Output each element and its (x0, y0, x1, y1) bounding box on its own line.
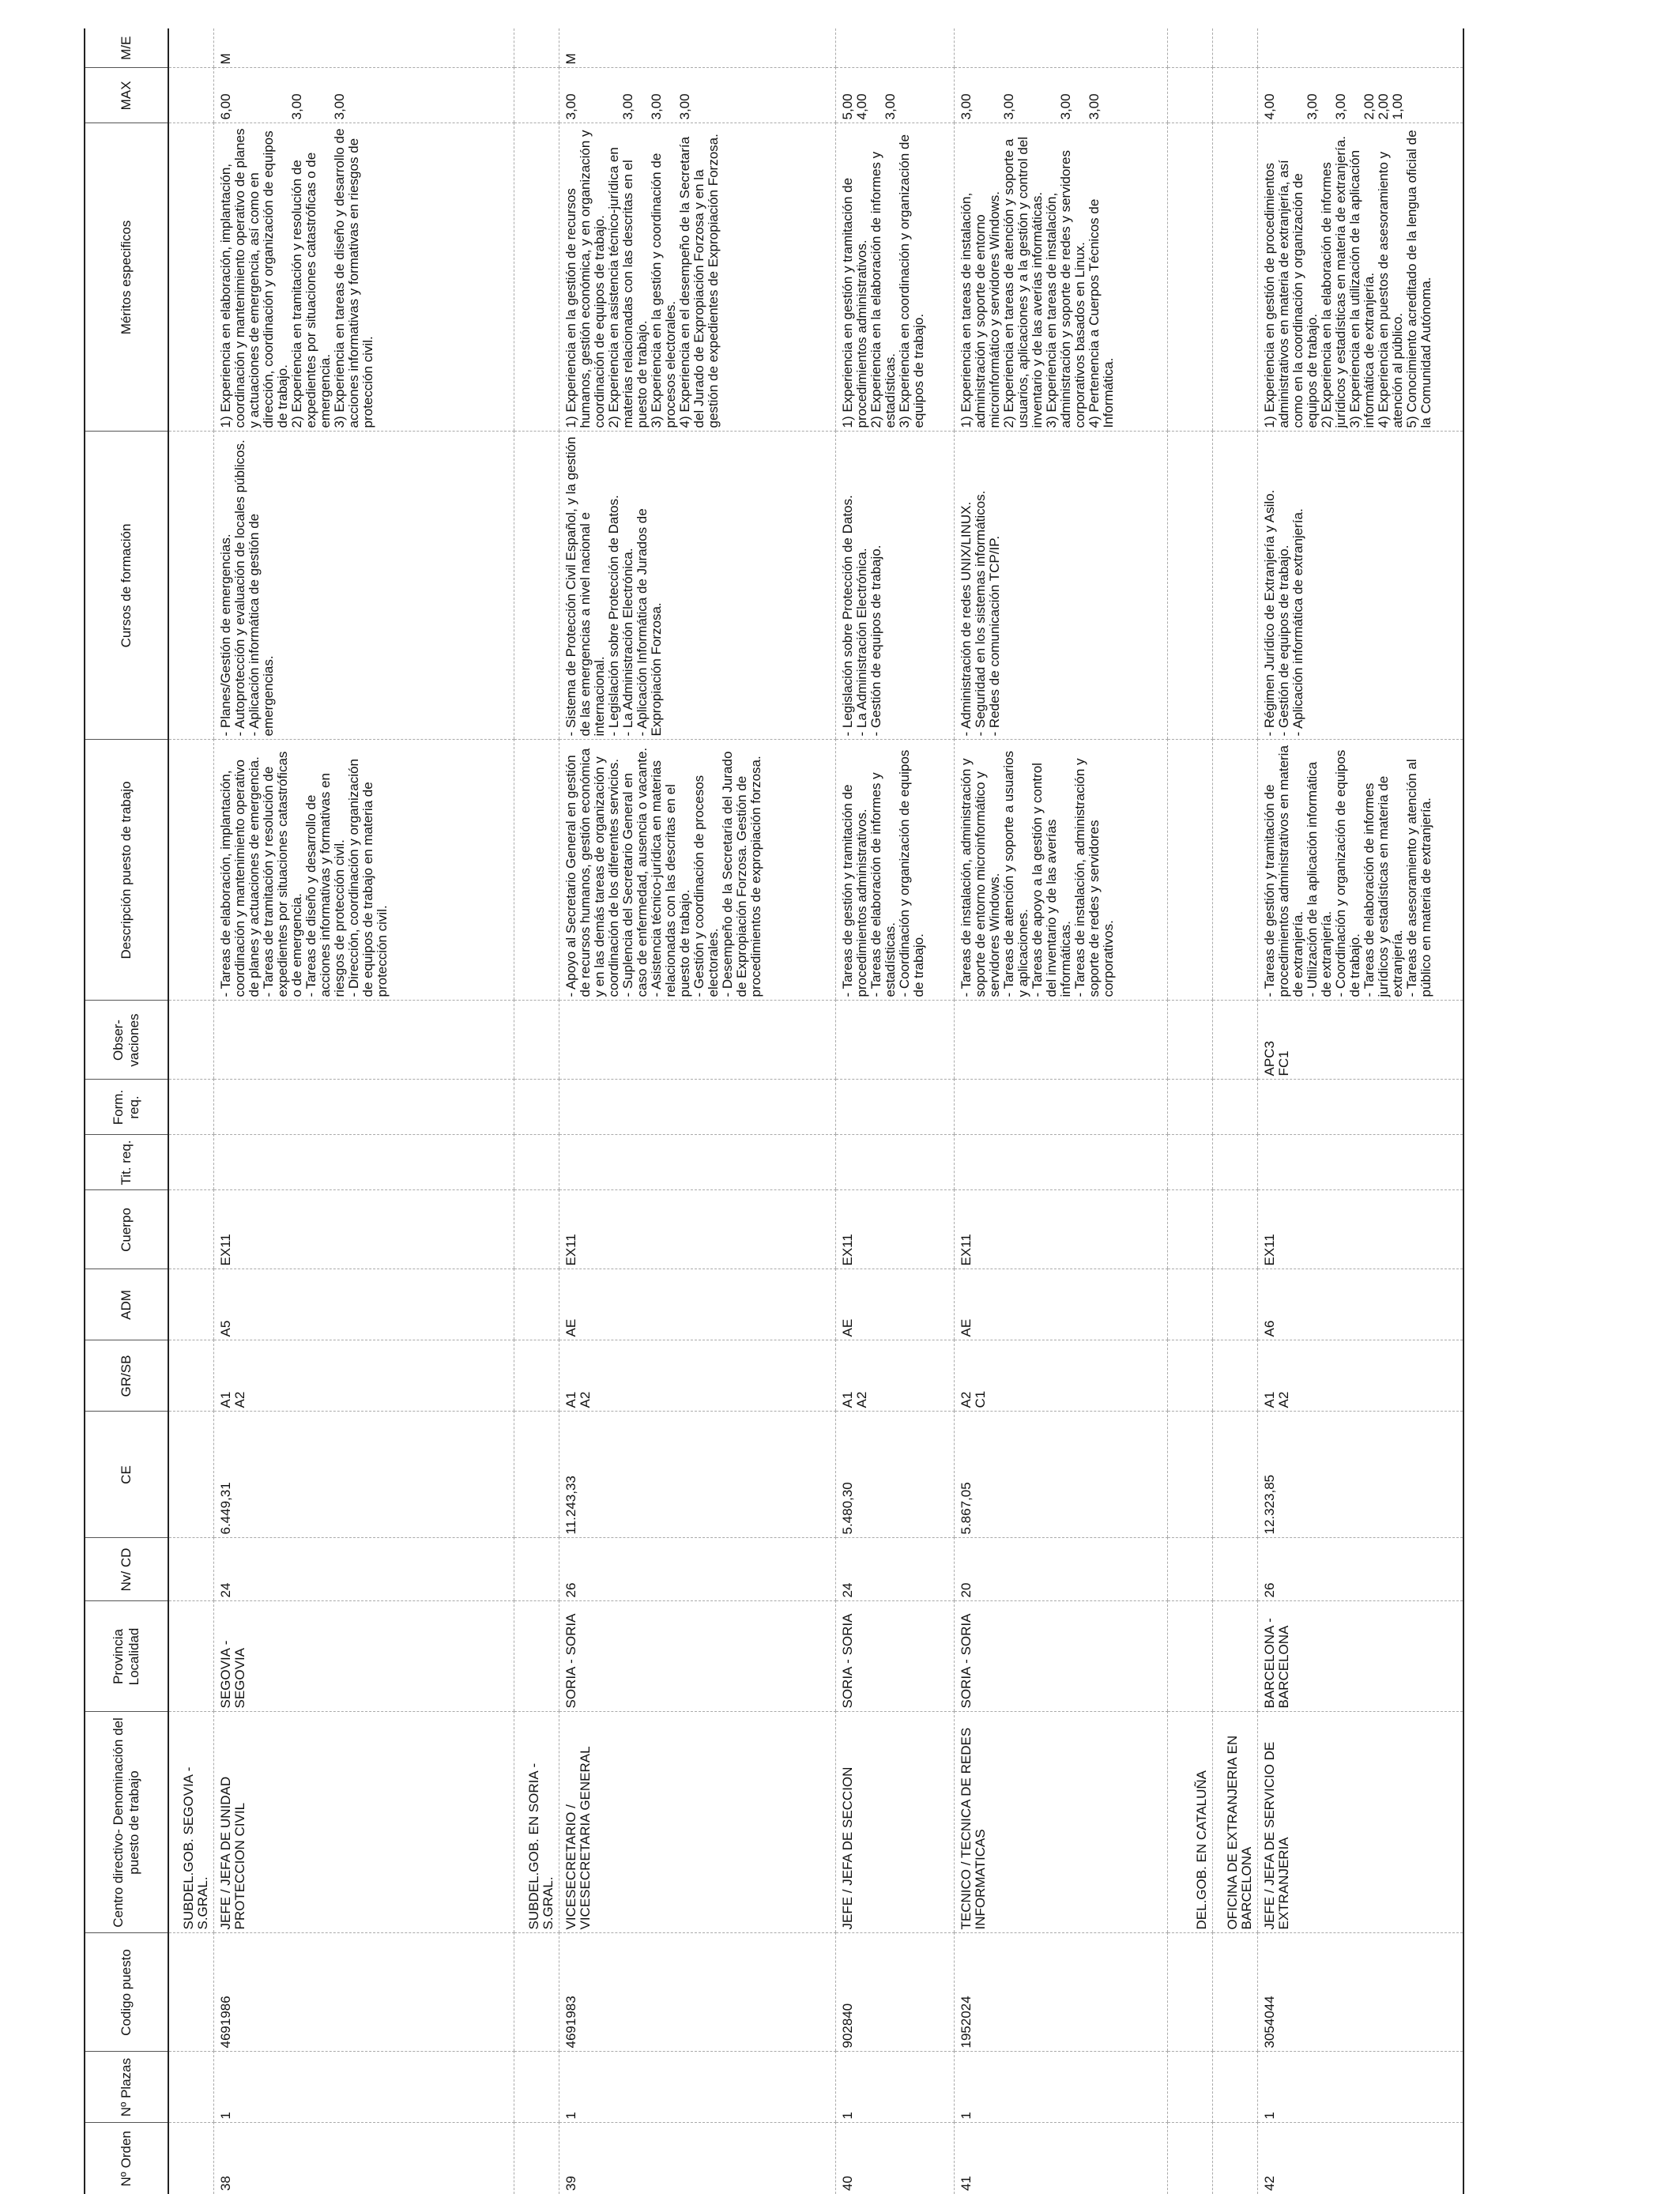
row-desc: - Tareas de gestión y tramitación de procedimientos administrativos. - Tareas de elaboración de informes y estadísticas. - Coordinación y organización de equipos de trabajo. (836, 740, 955, 1001)
row-obs (955, 1001, 1168, 1080)
row-puesto: JEFE / JEFA DE UNIDAD PROTECCION CIVIL (214, 1712, 514, 1933)
row-desc: - Tareas de gestión y tramitación de procedimientos administrativos en materia de extranjería. - Utilización de la aplicación informática de extranjería. - Coordinación y organización de equipos de trabajo. - Tareas de elaboración de informes jurídicos y estadísticas en materia de extranjería. - Tareas de asesoramiento y atención al público en materia de extranjería. (1258, 740, 1463, 1001)
row-adm: A6 (1258, 1269, 1463, 1340)
row-puesto: JEFE / JEFA DE SECCION (836, 1712, 955, 1933)
row-cuerpo: EX11 (214, 1190, 514, 1269)
row-cursos: - Administración de redes UNIX/LINUX. - Seguridad en los sistemas informáticos. - Redes de comunicación TCP/IP. (955, 432, 1168, 740)
row-codigo: 4691986 (214, 1933, 514, 2052)
row-ce: 6.449,31 (214, 1412, 514, 1538)
row-tit (836, 1135, 955, 1190)
row-grsb: A1 A2 (836, 1340, 955, 1412)
row-form (836, 1080, 955, 1135)
col-codigo: Codigo puesto (85, 1933, 168, 2052)
row-orden: 39 (559, 2123, 836, 2194)
row-desc: - Apoyo al Secretario General en gestión de recursos humanos, gestión económica y en las demás tareas de organización y coordinación de los diferentes servicios. - Suplencia del Secretario General en caso de enfermedad, ausencia o vacante. - Asistencia técnico-jurídica en materias relacionadas con las descritas en el puesto de trabajo. - Gestión y coordinación de procesos electorales. - Desempeño de la Secretaría del Jurado de Expropiación Forzosa. Gestión de procedimientos de expropiación forzosa. (559, 740, 836, 1001)
col-orden: Nº Orden (85, 2123, 168, 2194)
row-orden: 41 (955, 2123, 1168, 2194)
row-meritos: 1) Experiencia en tareas de instalación, administración y soporte de entorno microinformático y servidores Windows. 2) Experiencia en tareas de atención y soporte a usuarios, aplicaciones y a la gestión y control del inventario y de las averías informáticas. 3) Experiencia en tareas de instalación, administración y soporte de redes y servidores corporativos basados en Linux. 4) Pertenencia a Cuerpos Técnicos de Informática. (955, 123, 1168, 432)
row-cuerpo: EX11 (955, 1190, 1168, 1269)
col-centro: Centro directivo- Denominación del puesto de trabajo (85, 1712, 168, 1933)
org-unit-segovia: SUBDEL.GOB. SEGOVIA - S.GRAL. (168, 1712, 214, 1933)
row-me (836, 28, 955, 68)
row-plazas: 1 (1258, 2052, 1463, 2123)
row-tit (1258, 1135, 1463, 1190)
row-cuerpo: EX11 (836, 1190, 955, 1269)
col-adm: ADM (85, 1269, 168, 1340)
row-cursos: - Legislación sobre Protección de Datos. - La Administración Electrónica. - Gestión de equipos de trabajo. (836, 432, 955, 740)
row-form (559, 1080, 836, 1135)
row-meritos: 1) Experiencia en elaboración, implantación, coordinación y mantenimiento operativo de planes y actuaciones de emergencia, así como en dirección, coordinación y organización de equipos de trabajo. 2) Experiencia en tramitación y resolución de expedientes por situaciones catastróficas o de emergencia. 3) Experiencia en tareas de diseño y desarrollo de acciones informativas y formativas en riesgos de protección civil. (214, 123, 514, 432)
row-plazas: 1 (955, 2052, 1168, 2123)
row-ce: 5.480,30 (836, 1412, 955, 1538)
table-row (214, 28, 514, 2194)
col-plazas: Nº Plazas (85, 2052, 168, 2123)
row-adm: AE (836, 1269, 955, 1340)
col-cursos: Cursos de formación (85, 432, 168, 740)
col-obs: Obser- vaciones (85, 1001, 168, 1080)
row-grsb: A1 A2 (214, 1340, 514, 1412)
row-max: 6,00 3,00 3,00 (214, 68, 514, 123)
rotated-page (84, 36, 1490, 2194)
row-max: 3,00 3,00 3,00 3,00 (955, 68, 1168, 123)
row-meritos: 1) Experiencia en la gestión de recursos humanos, gestión económica, y en organización y coordinación de equipos de trabajo. 2) Experiencia en asistencia técnico-jurídica en materias relacionadas con las descritas en el puesto de trabajo. 3) Experiencia en la gestión y coordinación de procesos electorales. 4) Experiencia en el desempeño de la Secretaría del Jurado de Expropiación Forzosa y en la gestión de expedientes de Expropiación Forzosa. (559, 123, 836, 432)
row-meritos: 1) Experiencia en gestión de procedimientos administrativos en materia de extranjería, así como en la coordinación y organización de equipos de trabajo. 2) Experiencia en la elaboración de informes jurídicos y estadísticas en materia de extranjería. 3) Experiencia en la utilización de la aplicación informática de extranjería. 4) Experiencia en puestos de asesoramiento y atención al público. 5) Conocimiento acreditado de la lengua oficial de la Comunidad Autónoma. (1258, 123, 1463, 432)
row-nivel: 24 (836, 1538, 955, 1601)
row-orden: 42 (1258, 2123, 1463, 2194)
org-unit-row (1213, 28, 1258, 2194)
row-grsb: A1 A2 (1258, 1340, 1463, 1412)
row-puesto: VICESECRETARIO / VICESECRETARIA GENERAL (559, 1712, 836, 1933)
row-cursos: - Sistema de Protección Civil Español, y la gestión de las emergencias a nivel nacional e internacional. - Legislación sobre Protección de Datos. - La Administración Electrónica. - Aplicación Informática de Jurados de Expropiación Forzosa. (559, 432, 836, 740)
row-me (1258, 28, 1463, 68)
row-puesto: JEFE / JEFA DE SERVICIO DE EXTRANJERIA (1258, 1712, 1463, 1933)
col-cuerpo: Cuerpo (85, 1190, 168, 1269)
row-obs (214, 1001, 514, 1080)
row-me: M (559, 28, 836, 68)
col-ce: CE (85, 1412, 168, 1538)
col-meritos: Méritos especificos (85, 123, 168, 432)
row-max: 5,00 4,00 3,00 (836, 68, 955, 123)
row-form (214, 1080, 514, 1135)
row-tit (559, 1135, 836, 1190)
row-tit (955, 1135, 1168, 1190)
row-obs (836, 1001, 955, 1080)
col-desc: Descripción puesto de trabajo (85, 740, 168, 1001)
row-orden: 38 (214, 2123, 514, 2194)
row-form (1258, 1080, 1463, 1135)
row-codigo: 3054044 (1258, 1933, 1463, 2052)
row-cuerpo: EX11 (559, 1190, 836, 1269)
table-row (836, 28, 955, 2194)
row-plazas: 1 (214, 2052, 514, 2123)
row-max: 4,00 3,00 3,00 2,00 2,00 1,00 (1258, 68, 1463, 123)
row-nivel: 24 (214, 1538, 514, 1601)
table-row (955, 28, 1168, 2194)
table-row (559, 28, 836, 2194)
col-max: MAX (85, 68, 168, 123)
row-me: M (214, 28, 514, 68)
col-me: M/E (85, 28, 168, 68)
col-provincia: Provincia Localidad (85, 1601, 168, 1712)
row-ce: 5.867,05 (955, 1412, 1168, 1538)
org-unit-cataluna: DEL.GOB. EN CATALUÑA (1168, 1712, 1213, 1933)
col-grsb: GR/SB (85, 1340, 168, 1412)
row-plazas: 1 (559, 2052, 836, 2123)
row-adm: AE (955, 1269, 1168, 1340)
table-row (1258, 28, 1463, 2194)
org-unit-row (168, 28, 214, 2194)
row-grsb: A1 A2 (559, 1340, 836, 1412)
job-positions-table (84, 28, 1464, 2194)
header-row (85, 28, 168, 2194)
org-unit-row (1168, 28, 1213, 2194)
row-adm: AE (559, 1269, 836, 1340)
row-nivel: 26 (1258, 1538, 1463, 1601)
row-cuerpo: EX11 (1258, 1190, 1463, 1269)
row-nivel: 20 (955, 1538, 1168, 1601)
row-desc: - Tareas de elaboración, implantación, coordinación y mantenimiento operativo de planes y actuaciones de emergencia. - Tareas de tramitación y resolución de expedientes por situaciones catastróficas o de emergencia. - Tareas de diseño y desarrollo de acciones informativas y formativas en riesgos de protección civil. - Dirección, coordinación y organización de equipos de trabajo en materia de protección civil. (214, 740, 514, 1001)
row-form (955, 1080, 1168, 1135)
row-provincia: SORIA - SORIA (559, 1601, 836, 1712)
row-grsb: A2 C1 (955, 1340, 1168, 1412)
col-tit: Tit. req. (85, 1135, 168, 1190)
row-cursos: - Planes/Gestión de emergencias. - Autoprotección y evaluación de locales públicos. - Aplicación informática de gestión de emergencias. (214, 432, 514, 740)
row-plazas: 1 (836, 2052, 955, 2123)
row-me (955, 28, 1168, 68)
org-unit-row (514, 28, 559, 2194)
row-codigo: 4691983 (559, 1933, 836, 2052)
col-nivel: Nv/ CD (85, 1538, 168, 1601)
org-unit-barcelona: OFICINA DE EXTRANJERIA EN BARCELONA (1213, 1712, 1258, 1933)
row-provincia: SEGOVIA - SEGOVIA (214, 1601, 514, 1712)
col-form: Form. req. (85, 1080, 168, 1135)
row-desc: - Tareas de instalación, administración y soporte de entorno microinformático y servidores Windows. - Tareas de atención y soporte a usuarios y aplicaciones. - Tareas de apoyo a la gestión y control del inventario y de las averías informáticas. - Tareas de instalación, administración y soporte de redes y servidores corporativos. (955, 740, 1168, 1001)
row-codigo: 1952024 (955, 1933, 1168, 2052)
row-obs (559, 1001, 836, 1080)
row-ce: 12.323,85 (1258, 1412, 1463, 1538)
row-provincia: SORIA - SORIA (955, 1601, 1168, 1712)
row-meritos: 1) Experiencia en gestión y tramitación de procedimientos administrativos. 2) Experiencia en la elaboración de informes y estadísticas. 3) Experiencia en coordinación y organización de equipos de trabajo. (836, 123, 955, 432)
row-nivel: 26 (559, 1538, 836, 1601)
row-max: 3,00 3,00 3,00 3,00 (559, 68, 836, 123)
row-provincia: BARCELONA - BARCELONA (1258, 1601, 1463, 1712)
org-unit-soria: SUBDEL.GOB. EN SORIA - S.GRAL. (514, 1712, 559, 1933)
row-adm: A5 (214, 1269, 514, 1340)
row-puesto: TECNICO / TECNICA DE REDES INFORMATICAS (955, 1712, 1168, 1933)
row-obs: APC3 FC1 (1258, 1001, 1463, 1080)
row-provincia: SORIA - SORIA (836, 1601, 955, 1712)
row-ce: 11.243,33 (559, 1412, 836, 1538)
row-cursos: - Régimen Jurídico de Extranjería y Asilo. - Gestión de equipos de trabajo. - Aplicación informática de extranjería. (1258, 432, 1463, 740)
row-tit (214, 1135, 514, 1190)
row-orden: 40 (836, 2123, 955, 2194)
row-codigo: 902840 (836, 1933, 955, 2052)
